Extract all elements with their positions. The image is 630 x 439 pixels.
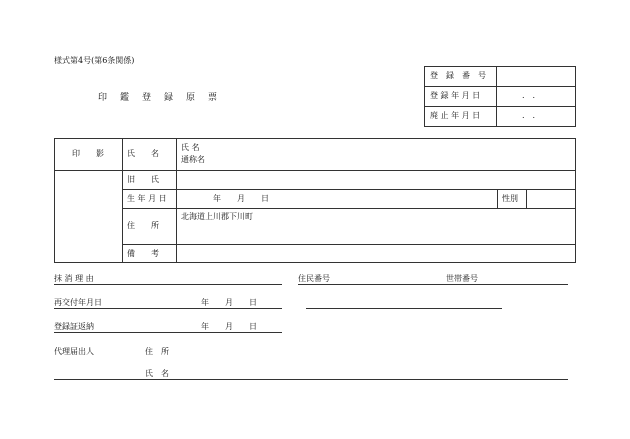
registry-row-line — [424, 86, 576, 87]
birthdate-label: 生 年 月 日 — [127, 194, 167, 203]
agent-name-label: 氏 名 — [145, 369, 169, 378]
remarks-label: 備 考 — [127, 249, 159, 258]
cancel-reason-label: 抹 消 理 由 — [54, 274, 94, 283]
agent-label: 代理届出人 — [54, 347, 94, 356]
agent-line — [54, 379, 568, 380]
gender-divider — [526, 189, 527, 208]
registration-date-value: . . — [522, 91, 536, 100]
certificate-return-label: 登録証返納 — [54, 322, 94, 331]
registry-divider — [496, 66, 497, 127]
address-value: 北海道上川郡下川町 — [181, 212, 253, 221]
cancel-reason-line — [54, 284, 282, 285]
alias-field-label: 通称名 — [181, 155, 205, 164]
resident-number-label: 住民番号 — [298, 274, 330, 283]
reissue-side-line — [306, 308, 502, 309]
gender-divider — [497, 189, 498, 208]
table-row-line — [122, 208, 576, 209]
form-number: 様式第4号(第6条関係) — [54, 56, 135, 65]
address-label: 住 所 — [127, 221, 159, 230]
registry-row-line — [424, 106, 576, 107]
name-field-label: 氏 名 — [181, 143, 200, 152]
table-row-line — [122, 244, 576, 245]
former-name-label: 旧 氏 — [127, 175, 159, 184]
abolition-date-value: . . — [522, 111, 536, 120]
reissue-date-value: 年 月 日 — [201, 298, 257, 307]
table-row-line — [122, 189, 576, 190]
page-title: 印 鑑 登 録 原 票 — [98, 93, 220, 103]
abolition-date-label: 廃 止 年 月 日 — [430, 111, 481, 120]
reissue-date-line — [54, 308, 282, 309]
birthdate-value: 年 月 日 — [213, 194, 269, 203]
agent-address-label: 住 所 — [145, 347, 169, 356]
registration-number-label: 登 録 番 号 — [430, 71, 486, 80]
name-label: 氏 名 — [127, 149, 159, 158]
certificate-return-value: 年 月 日 — [201, 322, 257, 331]
resident-household-line — [298, 284, 568, 285]
reissue-date-label: 再交付年月日 — [54, 298, 102, 307]
certificate-return-line — [54, 332, 282, 333]
gender-label: 性別 — [502, 194, 518, 203]
table-row-line — [54, 170, 576, 171]
household-number-label: 世帯番号 — [446, 274, 478, 283]
registration-date-label: 登 録 年 月 日 — [430, 91, 481, 100]
seal-label: 印 影 — [72, 149, 108, 158]
